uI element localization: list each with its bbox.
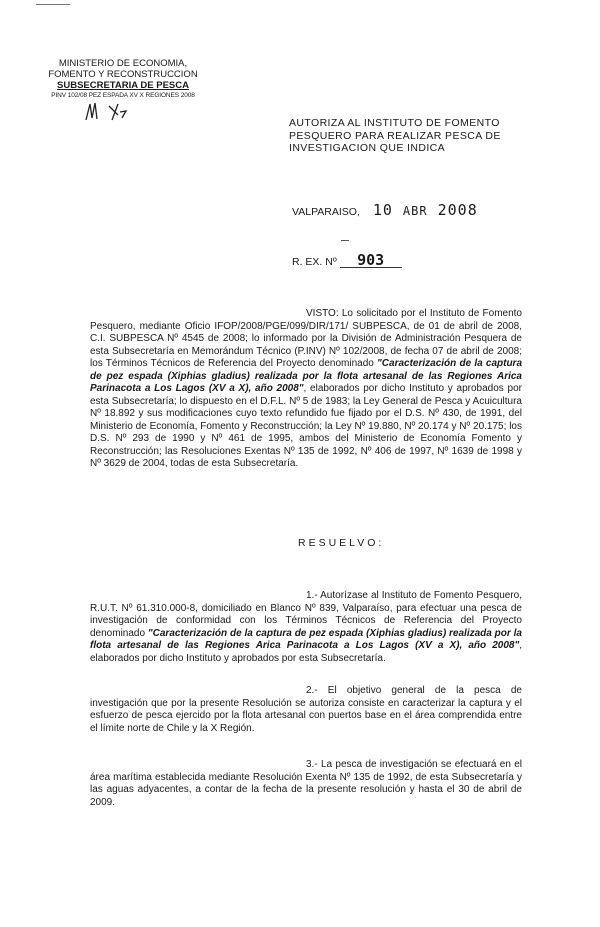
resolution-subject: AUTORIZA AL INSTITUTO DE FOMENTO PESQUERO PARA REALIZAR PESCA DE INVESTIGACION QUE INDICA — [289, 117, 501, 154]
header-line-ministry: MINISTERIO DE ECONOMIA, — [58, 58, 188, 69]
item-3-text: 3.- La pesca de investigación se efectuará en el área marítima establecida mediante Resolución Exenta Nº 135 de 1992, de esta Subsecretaría y las aguas adyacentes, a contar de la fecha de la presente resolución y hasta el 30 de abril de 2009. — [90, 759, 522, 808]
header-line-fomento: FOMENTO Y RECONSTRUCCION — [48, 69, 198, 80]
item-1-project-title: "Caracterización de la captura de pez espada (Xiphias gladius) realizada por la flota artesanal de las Regiones Arica Parinacota a Los Lagos (XV a X), año 2008" — [90, 627, 522, 651]
date-place: VALPARAISO, — [292, 206, 360, 218]
visto-text-1: VISTO: Lo solicitado por el Instituto de Fomento Pesquero, mediante Oficio IFOP/2008/PGE/099/DIR/171/ SUBPESCA, de 01 de abril de 2008, C.I. SUBPESCA Nº 4545 de 2008; lo informado por la División de Administración Pesquera de esta Subsecretaría en Memorándum Técnico (P.INV) Nº 102/2008, de fecha 07 de abril de 2008; los Términos Técnicos de Referencia del Proyecto denominado — [90, 308, 522, 369]
resolution-item-3 — [90, 759, 522, 809]
header-file-reference: PINV 102/08 PEZ ESPADA XV X REGIONES 2008 — [51, 92, 195, 99]
item-2-text: 2.- El objetivo general de la pesca de investigación que por la presente Resolución se autoriza consiste en caracterizar la captura y el esfuerzo de pesca ejercido por la flota artesanal con puertos base en el área comprendida entre el límite norte de Chile y la X Región. — [90, 685, 522, 734]
visto-project-title: "Caracterización de la captura de pez espada (Xiphias gladius) realizada por la flota artesanal de las Regiones Arica Parinacota a Los Lagos (XV a X), año 2008" — [90, 358, 522, 394]
resolution-number: 903 — [340, 253, 402, 268]
visto-paragraph — [90, 308, 522, 471]
ministry-header — [28, 58, 218, 100]
date-line — [292, 201, 478, 219]
date-stamp — [373, 201, 478, 219]
date-day: 10 — [372, 201, 393, 219]
item-1-text-2: , elaborados por dicho Instituto y aprobados por esta Subsecretaría. — [90, 640, 522, 664]
visto-text-2: , elaborados por dicho Instituto y aprobados por esta Subsecretaría; lo dispuesto en el D.F.L. Nº 5 de 1983; la Ley General de Pesca y Acuicultura Nº 18.892 y sus modificaciones cuyo texto refundido fue fijado por el D.S. Nº 430, de 1991, del Ministerio de Economía, Fomento y Reconstrucción; la Ley Nº 19.880, Nº 20.174 y Nº 20.175; los D.S. Nº 293 de 1990 y Nº 461 de 1995, ambos del Ministerio de Economía Fomento y Reconstrucción; las Resoluciones Exentas Nº 135 de 1992, Nº 406 de 1997, Nº 1639 de 1998 y Nº 3629 de 2004, todas de esta Subsecretaría. — [90, 383, 522, 469]
resolution-number-label: R. EX. Nº — [292, 256, 337, 268]
resolution-item-2 — [90, 685, 522, 735]
date-year: 2008 — [437, 201, 478, 219]
top-mark — [36, 4, 70, 5]
header-line-subsecretaria: SUBSECRETARIA DE PESCA — [57, 80, 189, 91]
item-1-text-1: 1.- Autorízase al Instituto de Fomento Pesquero, R.U.T. Nº 61.310.000-8, domiciliado en Blanco Nº 839, Valparaíso, para efectuar una pesca de investigación de conformidad con los Términos Técnicos de Referencia del Proyecto denominado — [90, 590, 522, 639]
date-month: ABR — [402, 204, 428, 218]
resolution-number-line — [292, 253, 402, 268]
stamp-mark — [341, 240, 349, 241]
initials-signature — [82, 100, 142, 124]
resuelvo-heading: RESUELVO: — [298, 537, 385, 549]
resolution-item-1 — [90, 590, 522, 665]
